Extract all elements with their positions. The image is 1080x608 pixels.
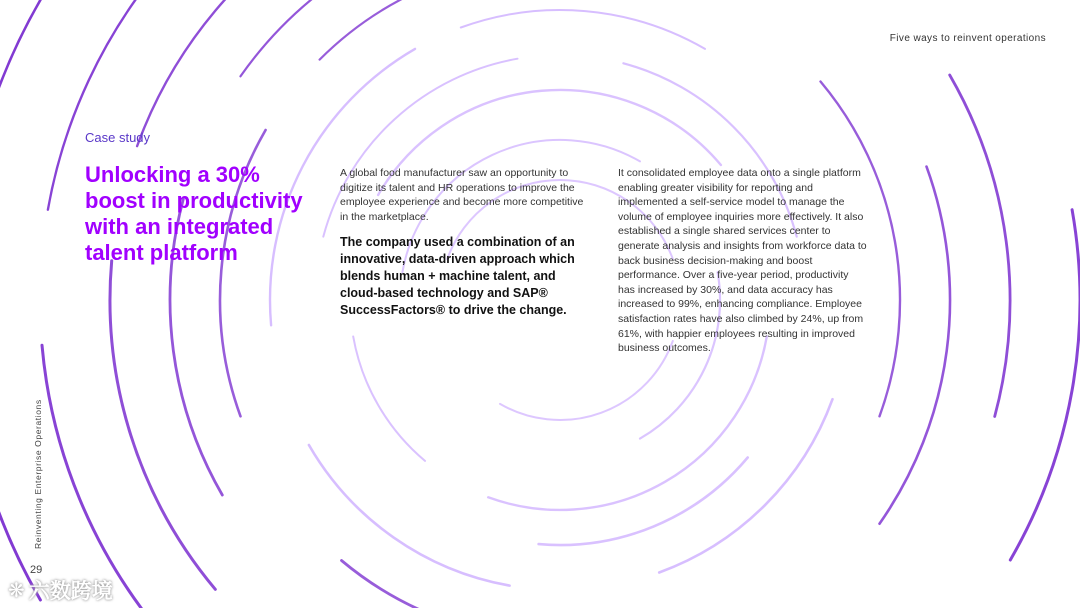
section-title: Five ways to reinvent operations: [889, 33, 1046, 44]
arc-segment: [241, 0, 427, 76]
case-study-label: Case study: [85, 130, 151, 145]
watermark-logo-icon: ❋: [8, 579, 25, 602]
body-paragraph: It consolidated employee data onto a single platform enabling greater visibility for reporting and implemented a self-service model to manage the volume of employee inquiries more effectively. It also established a single shared services center to generate analysis and insights from workforce data to back business decision-making and boost performance. Over a five-year period, productivity has increased by 30%, and data accuracy has increased to 99%, enhancing compliance. Employee satisfaction rates have also climbed by 24%, up from 61%, with happier employees resulting in improved business outcomes.: [618, 167, 867, 355]
arc-segment: [950, 75, 1010, 417]
arc-segment: [342, 561, 620, 608]
page-number: 29: [30, 564, 43, 576]
arc-segment: [320, 0, 590, 60]
arc-segment: [488, 337, 767, 510]
intro-column: [340, 166, 585, 332]
arc-segment: [110, 261, 215, 590]
arc-segment: [42, 345, 162, 608]
arc-segment: [309, 445, 510, 586]
arc-segment: [539, 458, 748, 546]
body-column: [618, 166, 868, 356]
arc-segment: [1010, 210, 1080, 560]
arc-segment: [137, 0, 335, 146]
headline: Unlocking a 30% boost in productivity with an integrated talent platform: [85, 162, 303, 265]
arc-segment: [0, 0, 136, 95]
intro-paragraph: A global food manufacturer saw an opportunity to digitize its talent and HR operations to improve the employee experience and become more competitive in the marketplace.: [340, 167, 584, 223]
emphasis-paragraph: The company used a combination of an innovative, data-driven approach which blends human + machine talent, and cloud-based technology and SAP® SuccessFactors® to drive the change.: [340, 235, 575, 318]
arc-segment: [353, 337, 425, 461]
watermark: [8, 575, 113, 605]
watermark-text: 六数跨境: [28, 580, 113, 603]
arc-segment: [659, 399, 832, 572]
arc-segment: [461, 10, 705, 49]
side-document-title: Reinventing Enterprise Operations: [33, 399, 43, 549]
